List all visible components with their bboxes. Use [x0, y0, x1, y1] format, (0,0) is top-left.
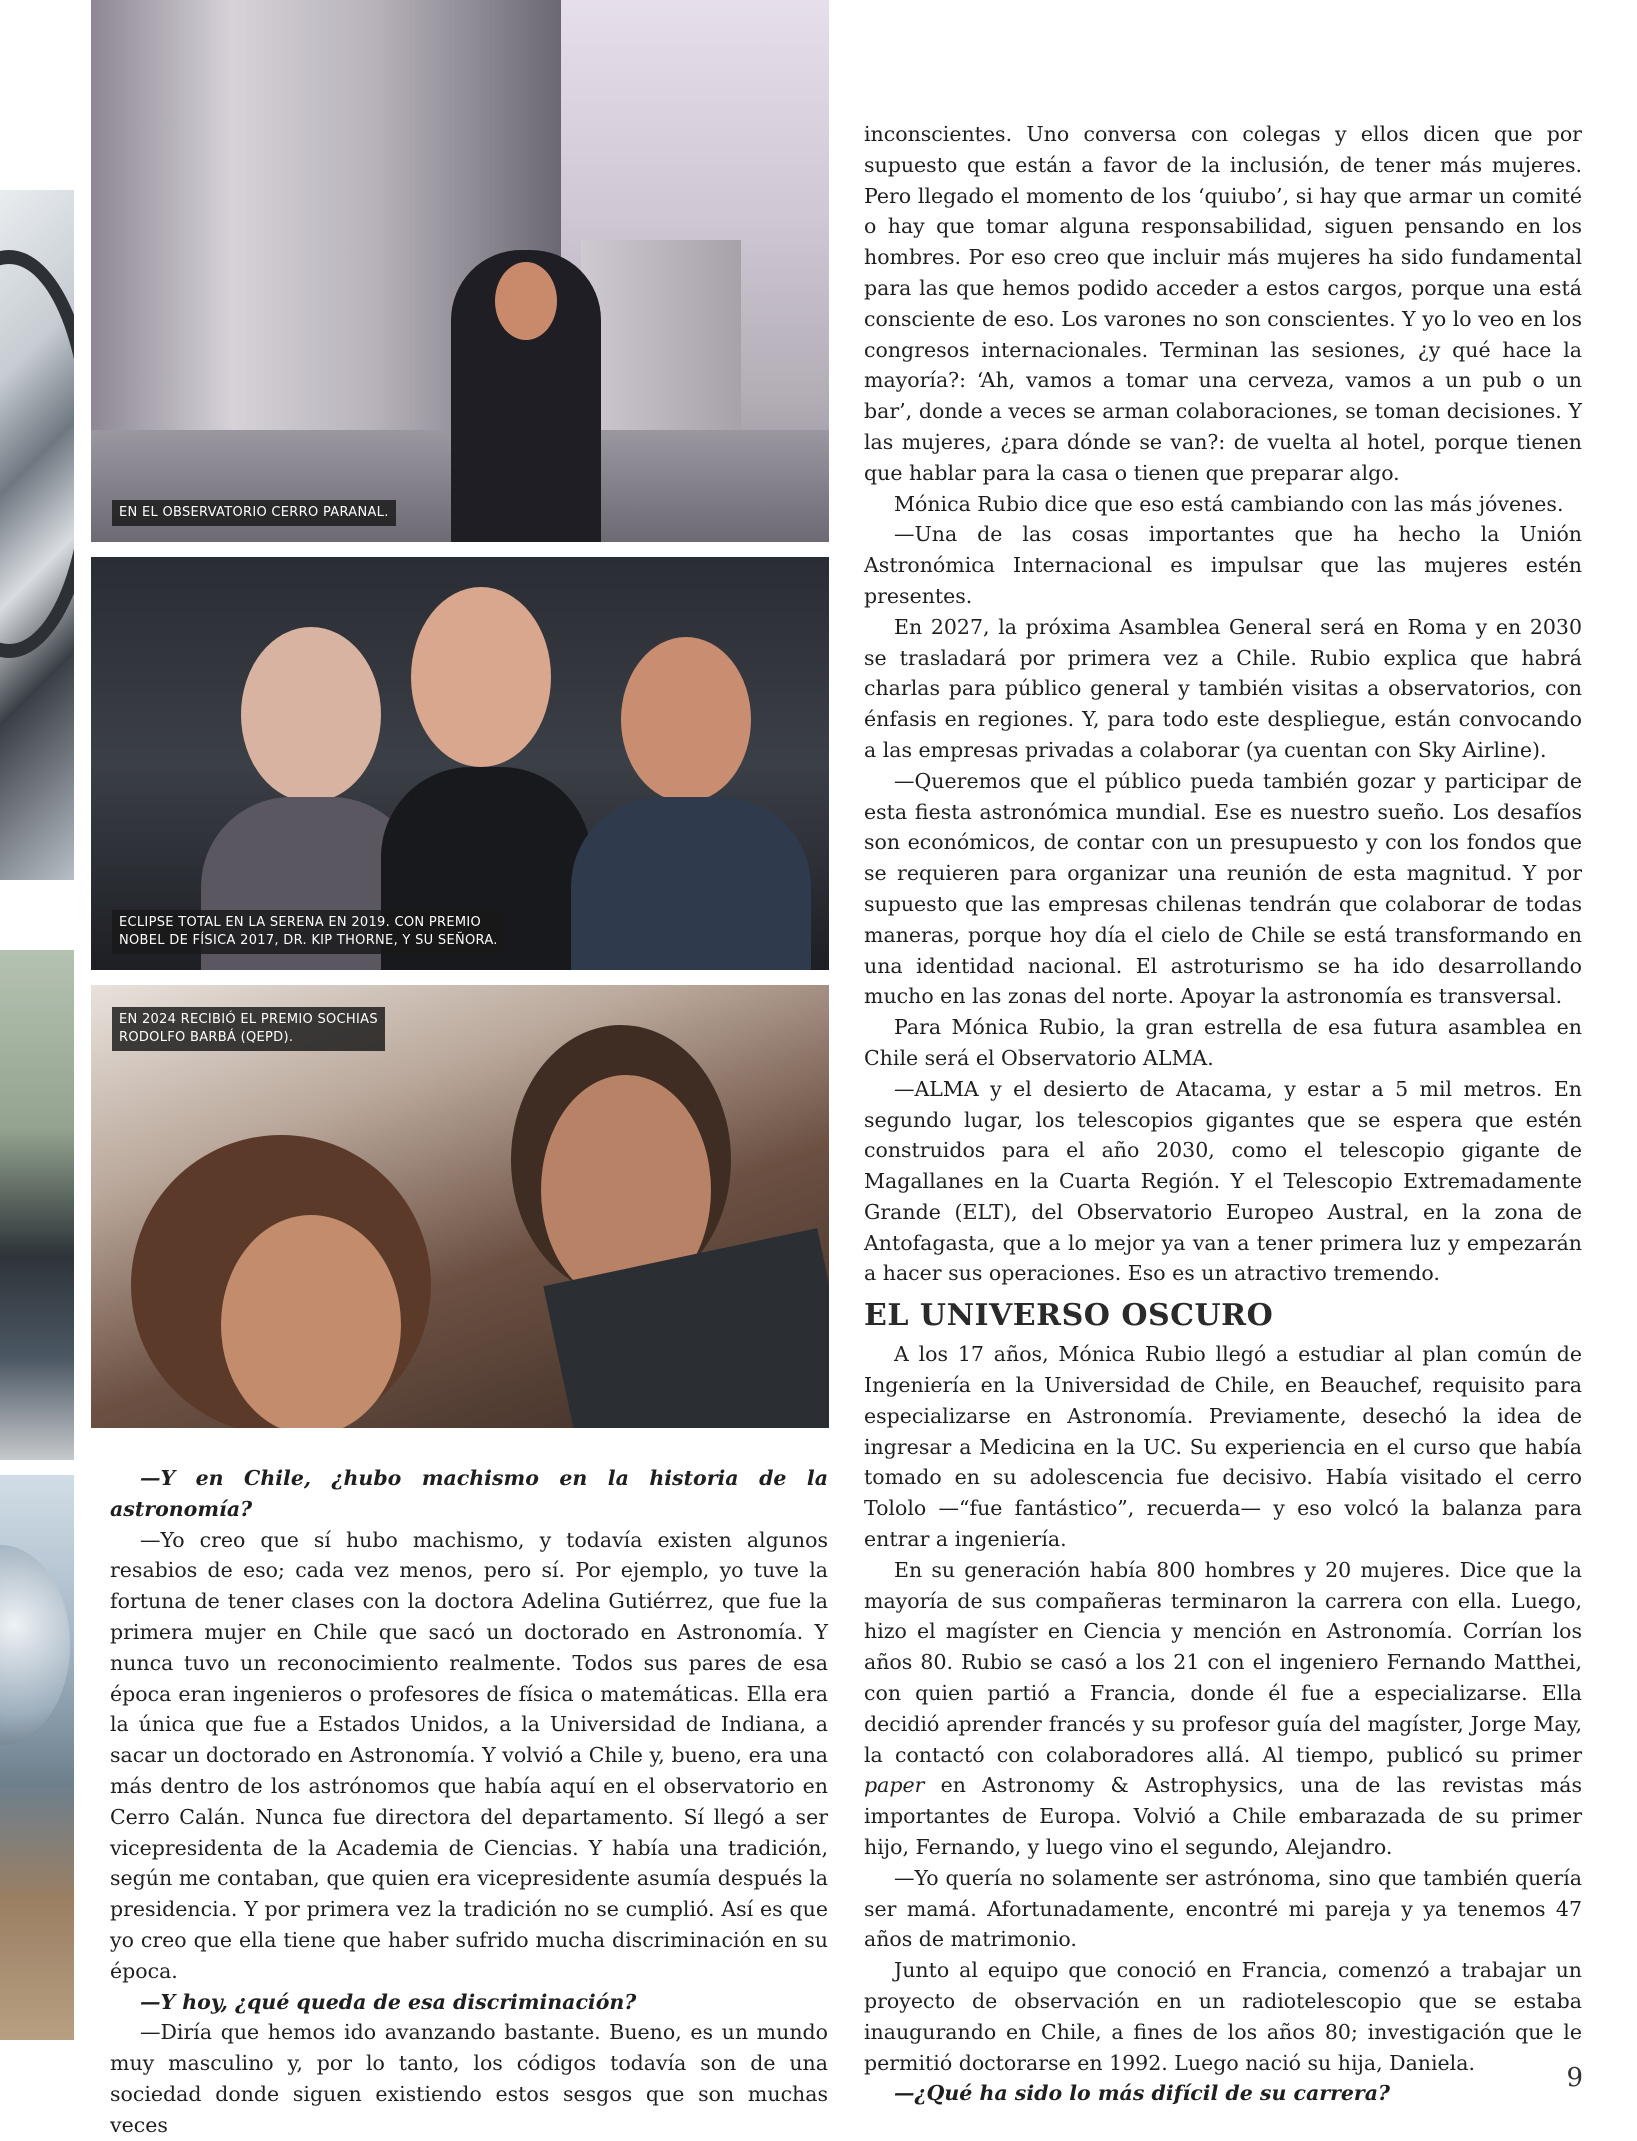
photo-sochias-award	[91, 985, 829, 1428]
article-paragraph: A los 17 años, Mónica Rubio llegó a estudiar al plan común de Ingeniería en la Universidad de Chile, en Beauchef, requisito para especializarse en Astronomía. Previamente, desechó la idea de ingresar a Medicina en la UC. Su experiencia en el curso que había tomado en su adolescencia fue decisivo. Había visitado el cerro Tololo —“fue fantástico”, recuerda— y eso volcó la balanza para entrar a ingeniería.	[864, 1342, 1582, 1552]
photo-caption-paranal: EN EL OBSERVATORIO CERRO PARANAL.	[112, 500, 396, 526]
photo-caption-sochias: EN 2024 RECIBIÓ EL PREMIO SOCHIAS RODOLFO BARBÁ (QEPD).	[112, 1007, 385, 1051]
interview-question: —Y hoy, ¿qué queda de esa discriminación?	[140, 1989, 637, 2014]
article-paragraph: En 2027, la próxima Asamblea General será en Roma y en 2030 se trasladará por primera vez a Chile. Rubio explica que habrá charlas para público general y también visitas a observatorios, con énfasis en regiones. Y, para todo este despliegue, están convocando a las empresas privadas a colaborar (ya cuentan con Sky Airline).	[864, 614, 1582, 762]
paragraph-text-tail: en Astronomy & Astrophysics, una de las revistas más importantes de Europa. Volvió a Chile embarazada de su primer hijo, Fernando, y luego vino el segundo, Alejandro.	[864, 1773, 1582, 1860]
interview-question: —¿Qué ha sido lo más difícil de su carrera?	[894, 2081, 1391, 2106]
article-paragraph: —ALMA y el desierto de Atacama, y estar a 5 mil metros. En segundo lugar, los telescopios gigantes que se espera que estén construidos para el año 2030, como el telescopio gigante de Magallanes en la Cuarta Región. Y el Telescopio Extremadamente Grande (ELT), del Observatorio Europeo Austral, en la zona de Antofagasta, que a lo mejor ya van a tener primera luz y empezarán a hacer sus operaciones. Eso es un atractivo tremendo.	[864, 1076, 1582, 1286]
interview-question: —Y en Chile, ¿hubo machismo en la historia de la astronomía?	[110, 1466, 828, 1521]
interview-answer: —Diría que hemos ido avanzando bastante. Bueno, es un mundo muy masculino y, por lo tanto, los códigos todavía son de una sociedad donde siguen existiendo estos sesgos que son muchas veces	[110, 2020, 828, 2137]
article-paragraph: Junto al equipo que conoció en Francia, comenzó a trabajar un proyecto de observación en un radiotelescopio que se estaba inaugurando en Chile, a fines de los años 80; investigación que le permitió doctorarse en 1992. Luego nació su hija, Daniela.	[864, 1958, 1582, 2075]
article-right-column	[864, 119, 1582, 2109]
article-paragraph: inconscientes. Uno conversa con colegas y ellos dicen que por supuesto que están a favor de la inclusión, de tener más mujeres. Pero llegado el momento de los ‘quiubo’, si hay que armar un comité o hay que tomar alguna responsabilidad, siguen pensando en los hombres. Por eso creo que incluir más mujeres ha sido fundamental para las que hemos podido acceder a estos cargos, porque una está consciente de eso. Los varones no son conscientes. Y yo lo veo en los congresos internacionales. Terminan las sesiones, ¿y qué hace la mayoría?: ‘Ah, vamos a tomar una cerveza, vamos a un pub o un bar’, donde a veces se arman colaboraciones, se toman decisiones. Y las mujeres, ¿para dónde se van?: de vuelta al hotel, porque tienen que hablar para la casa o tienen que preparar algo.	[864, 122, 1582, 485]
photo-caption-eclipse: ECLIPSE TOTAL EN LA SERENA EN 2019. CON PREMIO NOBEL DE FÍSICA 2017, DR. KIP THORNE, Y SU SEÑORA.	[112, 910, 505, 954]
left-edge-photo-landscape	[0, 950, 74, 1460]
article-paragraph: —Yo quería no solamente ser astrónoma, sino que también quería ser mamá. Afortunadamente, encontré mi pareja y ya tenemos 47 años de matrimonio.	[864, 1865, 1582, 1952]
left-edge-photo-antenna	[0, 1475, 74, 2040]
section-heading: EL UNIVERSO OSCURO	[864, 1298, 1274, 1334]
page-number: 9	[1566, 2063, 1583, 2093]
left-edge-photo-telescope	[0, 190, 74, 880]
photo-eclipse-group	[91, 557, 829, 970]
interview-answer: —Yo creo que sí hubo machismo, y todavía existen algunos resabios de eso; cada vez menos, pero sí. Por ejemplo, yo tuve la fortuna de tener clases con la doctora Adelina Gutiérrez, que fue la primera mujer en Chile que sacó un doctorado en Astronomía. Y nunca tuvo un reconocimiento realmente. Todos sus pares de esa época eran ingenieros o profesores de física o matemáticas. Ella era la única que fue a Estados Unidos, a la Universidad de Indiana, a sacar un doctorado en Astronomía. Y volvió a Chile y, bueno, era una más dentro de los astrónomos que había aquí en el observatorio en Cerro Calán. Nunca fue directora del departamento. Sí llegó a ser vicepresidenta de la Academia de Ciencias. Y había una tradición, según me contaban, que quien era vicepresidente asumía después la presidencia. Y por primera vez la tradición no se cumplió. Así es que yo creo que ella tiene que haber sufrido mucha discriminación en su época.	[110, 1527, 828, 1983]
photo-paranal	[91, 0, 829, 542]
paragraph-text: En su generación había 800 hombres y 20 mujeres. Dice que la mayoría de sus compañeras terminaron la carrera con ella. Luego, hizo el magíster en Ciencia y mención en Astronomía. Corrían los años 80. Rubio se casó a los 21 con el ingeniero Fernando Matthei, con quien partió a Francia, donde él fue a especializarse. Ella decidió aprender francés y su profesor guía del magíster, Jorge May, la contactó con colaboradores allá. Al tiempo, publicó su primer	[864, 1557, 1582, 1767]
article-paragraph: —Una de las cosas importantes que ha hecho la Unión Astronómica Internacional es impulsar que las mujeres estén presentes.	[864, 522, 1582, 608]
article-paragraph: Mónica Rubio dice que eso está cambiando con las más jóvenes.	[894, 491, 1564, 516]
article-paragraph	[864, 1555, 1582, 1863]
paper-word: paper	[864, 1773, 925, 1798]
article-paragraph: —Queremos que el público pueda también gozar y participar de esta fiesta astronómica mundial. Ese es nuestro sueño. Los desafíos son económicos, de contar con un presupuesto y con los fondos que se requieren para organizar una reunión de esta magnitud. Y por supuesto que las empresas chilenas tendrán que colaborar de todas maneras, porque hoy día el cielo de Chile se está transformando en una identidad nacional. El astroturismo se ha ido desarrollando mucho en las zonas del norte. Apoyar la astronomía es transversal.	[864, 768, 1582, 1009]
article-left-column	[110, 1463, 828, 2141]
article-paragraph: Para Mónica Rubio, la gran estrella de esa futura asamblea en Chile será el Observatorio ALMA.	[864, 1015, 1582, 1070]
